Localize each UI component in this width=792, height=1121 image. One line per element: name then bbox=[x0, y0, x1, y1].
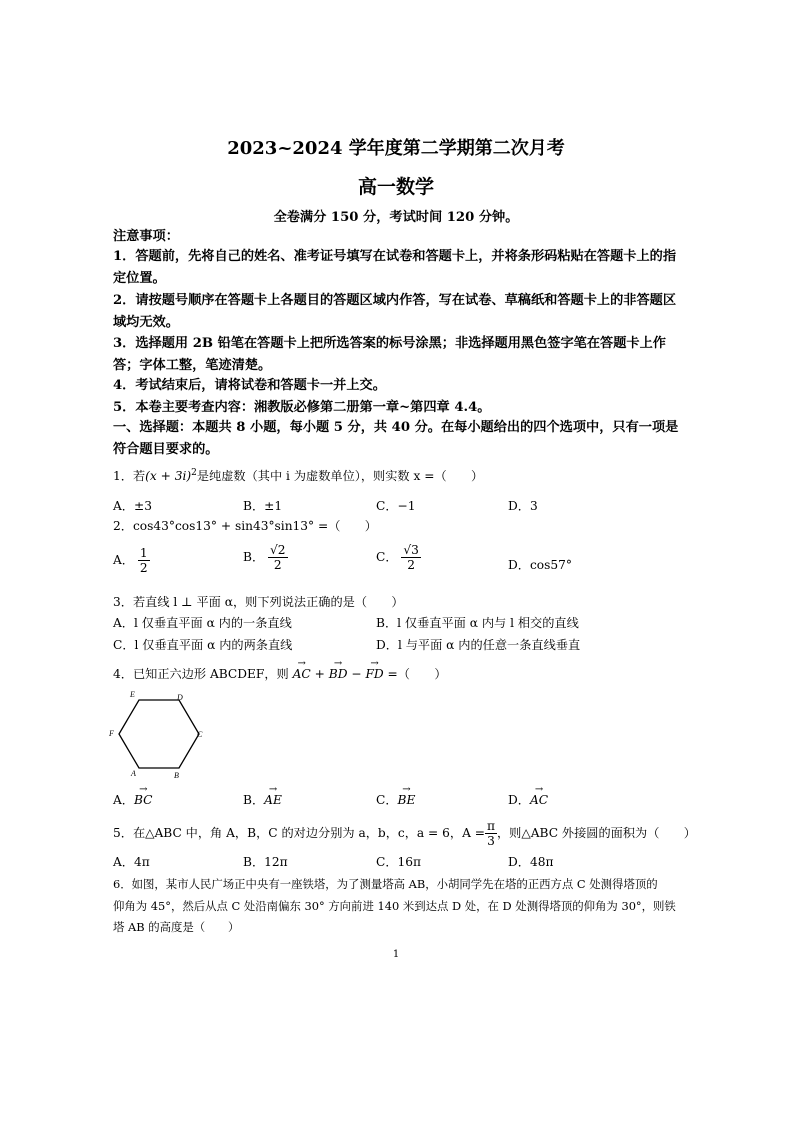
q4-option-c: C．→ BE bbox=[376, 791, 415, 808]
section-heading: 一、选择题：本题共 8 小题，每小题 5 分，共 40 分。在每小题给出的四个选项中，只有一项是符合题目要求的。 bbox=[113, 420, 679, 457]
question-6-line-2: 仰角为 45°，然后从点 C 处沿南偏东 30° 方向前进 140 米到达点 D 处，在 D 处测得塔顶的仰角为 30°，则铁 bbox=[113, 899, 676, 913]
note-item-3: 3．选择题用 2B 铅笔在答题卡上把所选答案的标号涂黑；非选择题用黑色签字笔在答题卡上作答；字体工整，笔迹清楚。 bbox=[113, 336, 666, 373]
note-item-1: 1．答题前，先将自己的姓名、准考证号填写在试卷和答题卡上，并将条形码粘贴在答题卡上的指定位置。 bbox=[113, 249, 677, 286]
page-number: 1 bbox=[392, 949, 400, 960]
q5-stem: 5．在△ABC 中，角 A，B，C 的对边分别为 a，b，c，a = 6，A = bbox=[113, 826, 485, 841]
hex-label-a: A bbox=[131, 769, 136, 778]
q2-value-d: cos57° bbox=[529, 558, 572, 572]
q4-plus: + bbox=[314, 667, 325, 681]
q4-stem-end: =（ ） bbox=[387, 667, 447, 681]
q1-option-c: C．−1 bbox=[376, 499, 416, 513]
q4-vector-bd: → BD bbox=[329, 667, 348, 681]
hex-label-e: E bbox=[130, 690, 135, 699]
q3-option-c: C．l 仅垂直平面 α 内的两条直线 bbox=[113, 638, 293, 652]
note-item-5: 5．本卷主要考查内容：湘教版必修第二册第一章~第四章 4.4。 bbox=[113, 400, 491, 415]
q2-option-b bbox=[243, 543, 288, 572]
q4-stem: 4．已知正六边形 ABCDEF，则 bbox=[113, 667, 289, 681]
q3-option-b: B．l 仅垂直平面 α 内与 l 相交的直线 bbox=[376, 616, 579, 630]
q1-option-a: A．±3 bbox=[113, 499, 152, 513]
note-item-2: 2．请按题号顺序在答题卡上各题目的答题区域内作答，写在试卷、草稿纸和答题卡上的非答题区域均无效。 bbox=[113, 293, 677, 330]
q1-num: 1．若 bbox=[113, 469, 146, 483]
q4-vector-ac: → AC bbox=[293, 667, 311, 681]
q5-fraction: $\frac{\pi}{3}$ bbox=[486, 819, 495, 849]
q2-option-c bbox=[376, 543, 421, 572]
hex-label-d: D bbox=[177, 693, 183, 702]
q2-label-c: C． bbox=[376, 550, 398, 565]
q2-label-b: B． bbox=[243, 550, 265, 565]
hex-label-b: B bbox=[174, 771, 179, 780]
question-3: 3．若直线 l ⊥ 平面 α，则下列说法正确的是（ ） bbox=[113, 595, 404, 609]
q3-option-a: A．l 仅垂直平面 α 内的一条直线 bbox=[113, 616, 292, 630]
q3-option-d: D．l 与平面 α 内的任意一条直线垂直 bbox=[376, 638, 581, 652]
question-2: 2．cos43°cos13° + sin43°sin13° =（ ） bbox=[113, 519, 377, 533]
q1-rest: 是纯虚数（其中 i 为虚数单位），则实数 x =（ ） bbox=[196, 469, 484, 483]
q2-option-a bbox=[113, 546, 150, 575]
hexagon-shape bbox=[119, 700, 199, 768]
exam-info: 全卷满分 150 分，考试时间 120 分钟。 bbox=[273, 210, 519, 225]
q2-fraction-a: $\frac{1}{2}$ bbox=[139, 546, 148, 576]
q1-option-b: B．±1 bbox=[243, 499, 283, 513]
notes-heading: 注意事项： bbox=[113, 229, 179, 244]
q5-option-d: D．48π bbox=[508, 855, 554, 869]
q2-fraction-c: $\frac{√3}{2}$ bbox=[403, 543, 419, 573]
note-item-4: 4．考试结束后，请将试卷和答题卡一并上交。 bbox=[113, 378, 386, 393]
hexagon-figure bbox=[108, 688, 208, 780]
q2-fraction-b: $\frac{√2}{2}$ bbox=[270, 543, 286, 573]
q2-label-a: A． bbox=[113, 553, 134, 568]
q2-option-d bbox=[508, 556, 572, 573]
q2-label-d: D． bbox=[508, 558, 530, 572]
q4-option-b: B．→ AE bbox=[243, 791, 282, 808]
q4-minus: − bbox=[351, 667, 362, 681]
q4-vector-fd: → FD bbox=[365, 667, 383, 681]
question-6-line-1: 6．如图，某市人民广场正中央有一座铁塔，为了测量塔高 AB，小胡同学先在塔的正西方点 C 处测得塔顶的 bbox=[113, 877, 658, 891]
q5-stem-end: ，则△ABC 外接圆的面积为（ ） bbox=[496, 826, 696, 841]
subject-title: 高一数学 bbox=[357, 176, 434, 198]
q5-option-a: A．4π bbox=[113, 855, 150, 869]
question-4 bbox=[113, 665, 447, 682]
q1-option-d: D．3 bbox=[508, 499, 538, 513]
q1-exp: 2 bbox=[191, 467, 197, 478]
q1-expr: (x + 3i) bbox=[145, 469, 192, 483]
q5-option-b: B．12π bbox=[243, 855, 288, 869]
question-6-line-3: 塔 AB 的高度是（ ） bbox=[113, 920, 240, 934]
hex-label-c: C bbox=[197, 730, 203, 739]
q4-option-d: D．→ AC bbox=[508, 791, 548, 808]
question-1 bbox=[113, 467, 483, 484]
question-5 bbox=[113, 819, 696, 848]
exam-title: 2023~2024 学年度第二学期第二次月考 bbox=[227, 138, 565, 159]
q5-option-c: C．16π bbox=[376, 855, 422, 869]
q4-option-a: A．→ BC bbox=[113, 791, 153, 808]
hex-label-f: F bbox=[109, 729, 114, 738]
